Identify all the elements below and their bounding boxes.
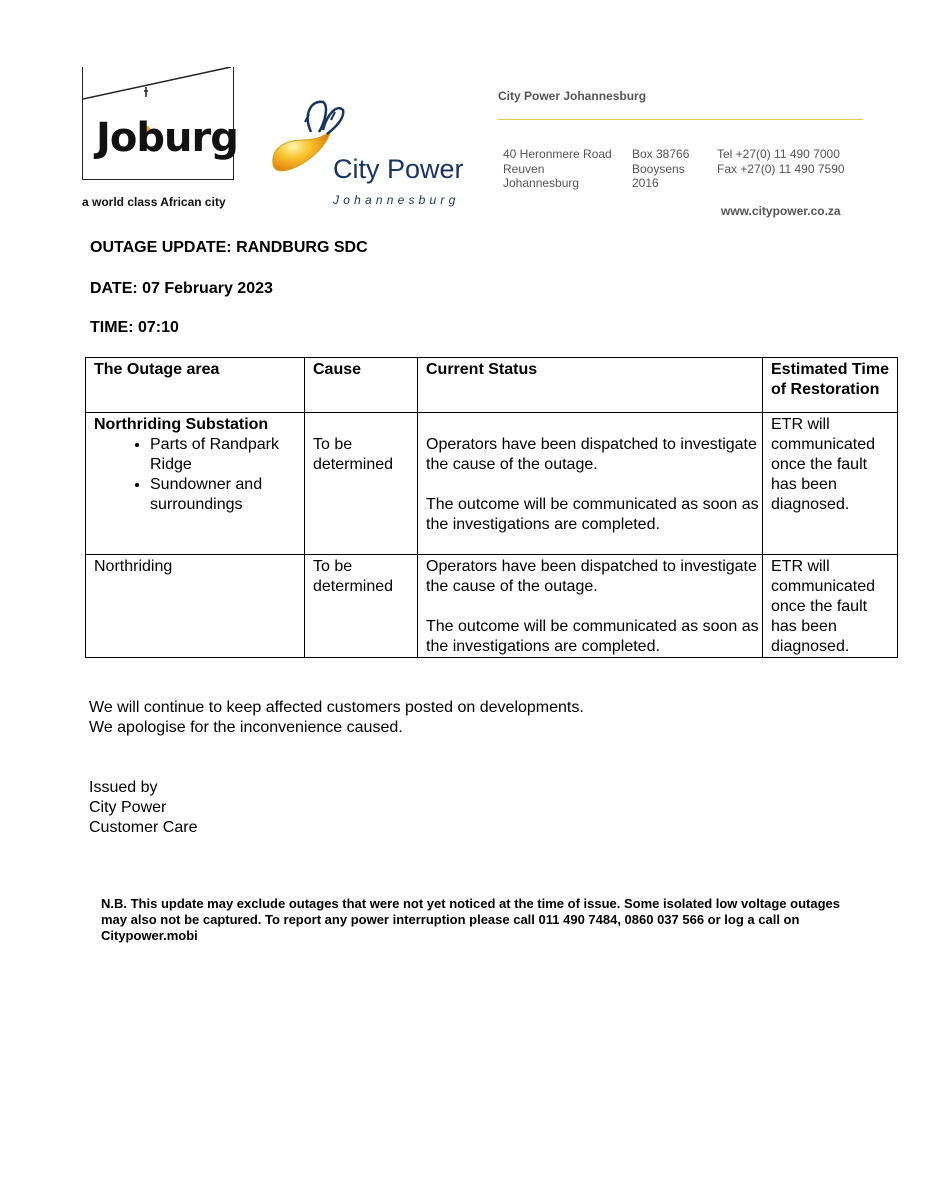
address-line: 40 Heronmere Road — [503, 147, 612, 161]
header-etr: Estimated Time of Restoration — [763, 358, 898, 413]
outage-area-cell — [86, 413, 305, 555]
header-current-status: Current Status — [418, 358, 763, 413]
list-item: • Parts of Randpark Ridge — [150, 435, 304, 475]
status-text: Operators have been dispatched to investigate the cause of the outage. — [426, 558, 757, 595]
issued-by-label: Issued by — [89, 779, 158, 796]
address-line: Reuven — [503, 161, 545, 176]
etr-text: ETR will communicated once the fault has been diagnosed. — [771, 416, 876, 513]
box-line: Booysens — [632, 161, 685, 176]
box-line: Box 38766 — [632, 147, 690, 161]
table-header-row — [86, 358, 898, 413]
address-line: Johannesburg — [503, 176, 580, 190]
document-date: DATE: 07 February 2023 — [90, 280, 273, 297]
disclaimer-note: N.B. This update may exclude outages that were not yet noticed at the time of issue. Some isolated low voltage outages may also not be captured. To report any power interruption please call 011 490 7484, 0860 037 566 or log a call on Citypower.mobi — [101, 896, 840, 943]
area-name: Northriding — [94, 558, 173, 575]
letterhead-address — [503, 147, 612, 191]
area-name: Northriding Substation — [94, 416, 269, 433]
joburg-tagline: a world class African city — [82, 195, 226, 209]
header-cause: Cause — [305, 358, 418, 413]
letterhead-phone — [717, 147, 845, 176]
continue-statement: We will continue to keep affected customers posted on developments. — [89, 699, 584, 716]
list-item: • Sundowner and surroundings — [150, 475, 304, 515]
status-cell — [418, 555, 763, 658]
header-outage-area: The Outage area — [86, 358, 305, 413]
etr-cell — [763, 413, 898, 555]
outage-area-cell — [86, 555, 305, 658]
letterhead-website[interactable]: www.citypower.co.za — [721, 204, 841, 218]
issuer-department: Customer Care — [89, 819, 198, 836]
status-text: The outcome will be communicated as soon as the investigations are completed. — [426, 618, 759, 655]
etr-cell — [763, 555, 898, 658]
document-time: TIME: 07:10 — [90, 319, 179, 336]
apology-statement: We apologise for the inconvenience caused. — [89, 719, 403, 736]
table-row — [86, 555, 898, 658]
cause-text: To be determined — [313, 436, 394, 473]
area-bullet-list — [94, 435, 304, 515]
letterhead-postal-box — [632, 147, 689, 191]
document-title: OUTAGE UPDATE: RANDBURG SDC — [90, 239, 368, 256]
city-power-subtitle: Johannesburg — [333, 193, 460, 207]
table-row — [86, 413, 898, 555]
box-line: 2016 — [632, 176, 659, 190]
city-power-name: City Power — [333, 154, 464, 184]
fax-line: Fax +27(0) 11 490 7590 — [717, 161, 845, 176]
status-cell — [418, 413, 763, 555]
issuer-organization: City Power — [89, 799, 167, 816]
phone-line: Tel +27(0) 11 490 7000 — [717, 147, 840, 161]
cause-cell — [305, 555, 418, 658]
status-text: The outcome will be communicated as soon as the investigations are completed. — [426, 496, 759, 533]
letterhead-title: City Power Johannesburg — [498, 89, 647, 103]
outage-table — [85, 357, 898, 658]
cause-text: To be determined — [313, 558, 394, 595]
status-text: Operators have been dispatched to investigate the cause of the outage. — [426, 436, 757, 473]
cause-cell — [305, 413, 418, 555]
etr-text: ETR will communicated once the fault has been diagnosed. — [771, 558, 876, 655]
letterhead-divider — [498, 119, 863, 120]
joburg-wordmark: Joburg — [96, 115, 238, 161]
